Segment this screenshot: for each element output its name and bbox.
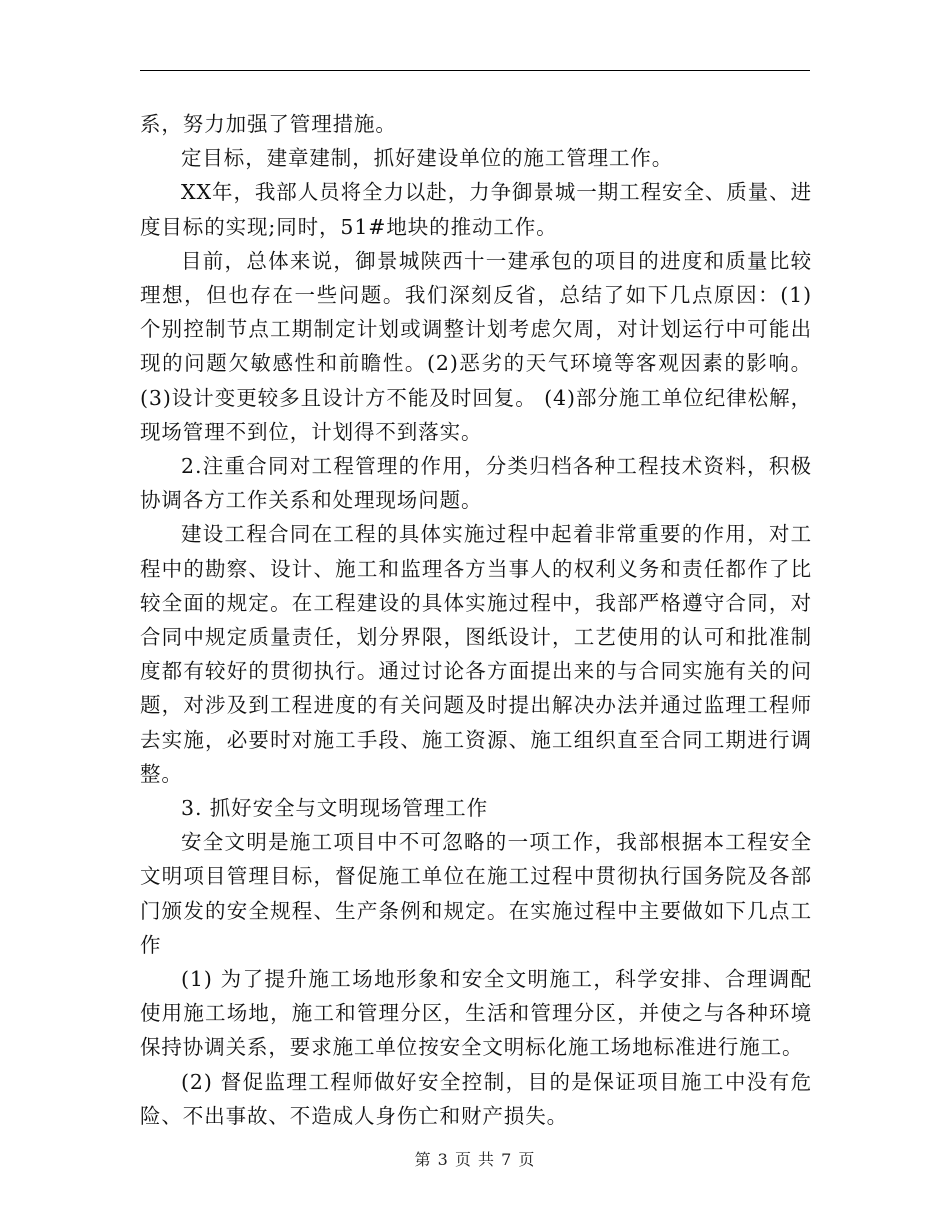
paragraph-9: (1) 为了提升施工场地形象和安全文明施工，科学安排、合理调配使用施工场地，施工和管理分区，生活和管理分区，并使之与各种环境保持协调关系，要求施工单位按安全文明标化施工场地标准进行施工。 [140, 967, 812, 1060]
paragraph-4: 目前，总体来说，御景城陕西十一建承包的项目的进度和质量比较理想，但也存在一些问题。我们深刻反省，总结了如下几点原因：(1)个别控制节点工期制定计划或调整计划考虑欠周，对计划运行中可能出现的问题欠敏感性和前瞻性。(2)恶劣的天气环境等客观因素的影响。(3)设计变更较多且设计方不能及时回复。 (4)部分施工单位纪律松解，现场管理不到位，计划得不到落实。 [140, 248, 812, 444]
paragraph-7-heading: 3. 抓好安全与文明现场管理工作 [181, 796, 488, 821]
paragraph-6: 建设工程合同在工程的具体实施过程中起着非常重要的作用，对工程中的勘察、设计、施工和监理各方当事人的权利义务和责任都作了比较全面的规定。在工程建设的具体实施过程中，我部严格遵守合同，对合同中规定质量责任，划分界限，图纸设计，工艺使用的认可和批准制度都有较好的贯彻执行。通过讨论各方面提出来的与合同实施有关的问题，对涉及到工程进度的有关问题及时提出解决办法并通过监理工程师去实施，必要时对施工手段、施工资源、施工组织直至合同工期进行调整。 [140, 522, 812, 786]
page-number: 第 3 页 共 7 页 [414, 1150, 536, 1169]
page-footer [0, 1147, 950, 1170]
paragraph-8: 安全文明是施工项目中不可忽略的一项工作，我部根据本工程安全文明项目管理目标，督促施工单位在施工过程中贯彻执行国务院及各部门颁发的安全规程、生产条例和规定。在实施过程中主要做如下几点工作 [140, 830, 812, 957]
paragraph-5-heading: 2.注重合同对工程管理的作用，分类归档各种工程技术资料，积极协调各方工作关系和处理现场问题。 [140, 454, 812, 513]
paragraph-2: 定目标，建章建制，抓好建设单位的施工管理工作。 [181, 146, 674, 171]
document-body [140, 107, 812, 1133]
paragraph-10: (2) 督促监理工程师做好安全控制，目的是保证项目施工中没有危险、不出事故、不造成人身伤亡和财产损失。 [140, 1069, 812, 1128]
paragraph-3: XX年，我部人员将全力以赴，力争御景城一期工程安全、质量、进度目标的实现;同时，51#地块的推动工作。 [140, 180, 812, 239]
header-rule [140, 70, 810, 71]
paragraph-1: 系，努力加强了管理措施。 [140, 112, 397, 136]
